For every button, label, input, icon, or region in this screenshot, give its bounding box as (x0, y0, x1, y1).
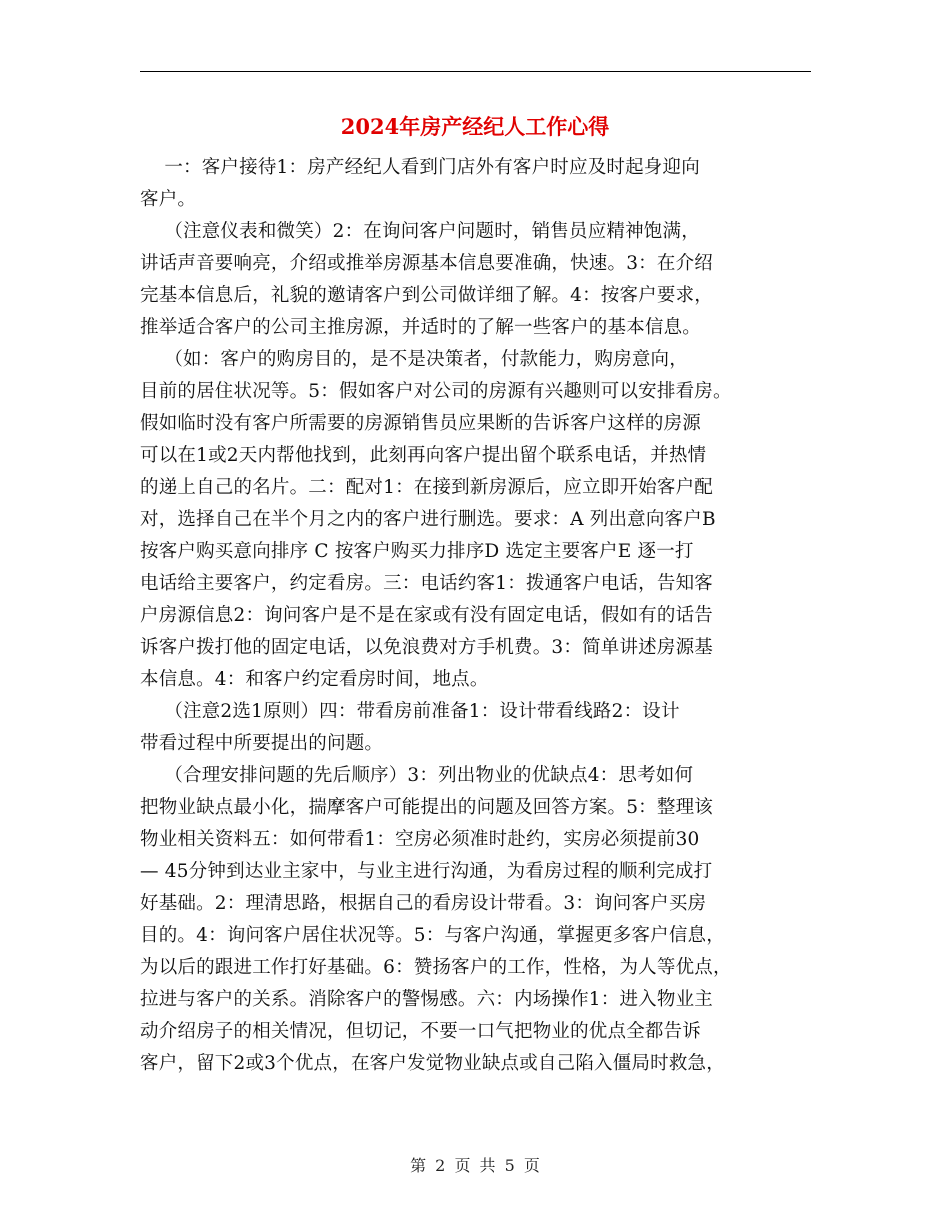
text-line: 拉进与客户的关系。消除客户的警惕感。六：内场操作1：进入物业主 (140, 989, 713, 1010)
text-line: （注意2选1原则）四：带看房前准备1：设计带看线路2：设计 (140, 701, 680, 722)
text-line: 带看过程中所要提出的问题。 (140, 733, 384, 754)
text-line: 客户。 (140, 189, 197, 210)
text-line: （如：客户的购房目的，是不是决策者，付款能力，购房意向， (140, 349, 688, 370)
text-line: 本信息。4：和客户约定看房时间，地点。 (140, 669, 489, 690)
text-line: 物业相关资料五：如何带看1：空房必须准时赴约，实房必须提前30 (140, 829, 700, 850)
text-line: 把物业缺点最小化，揣摩客户可能提出的问题及回答方案。5：整理该 (140, 797, 713, 818)
text-line: — 45分钟到达业主家中，与业主进行沟通，为看房过程的顺利完成打 (140, 861, 713, 882)
text-line: 的递上自己的名片。二：配对1：在接到新房源后，应立即开始客户配 (140, 477, 713, 498)
text-line: 目的。4：询问客户居住状况等。5：与客户沟通，掌握更多客户信息， (140, 925, 725, 946)
text-line: 假如临时没有客户所需要的房源销售员应果断的告诉客户这样的房源 (140, 413, 702, 434)
page-title: 2024年房产经纪人工作心得 (340, 114, 610, 139)
text-line: 一：客户接待1：房产经纪人看到门店外有客户时应及时起身迎向 (140, 157, 700, 178)
text-line: （合理安排问题的先后顺序）3：列出物业的优缺点4：思考如何 (140, 765, 694, 786)
text-line: 客户，留下2或3个优点，在客户发觉物业缺点或自己陷入僵局时救急， (140, 1053, 725, 1074)
text-line: 可以在1或2天内帮他找到，此刻再向客户提出留个联系电话，并热情 (140, 445, 707, 466)
text-line: 好基础。2：理清思路，根据自己的看房设计带看。3：询问客户买房 (140, 893, 707, 914)
text-line: （注意仪表和微笑）2：在询问客户问题时，销售员应精神饱满， (140, 221, 700, 242)
text-line: 按客户购买意向排序 C 按客户购买力排序D 选定主要客户E 逐一打 (140, 541, 694, 562)
text-line: 动介绍房子的相关情况，但切记，不要一口气把物业的优点全都告诉 (140, 1021, 702, 1042)
text-line: 为以后的跟进工作打好基础。6：赞扬客户的工作，性格，为人等优点， (140, 957, 732, 978)
text-line: 电话给主要客户，约定看房。三：电话约客1：拨通客户电话，告知客 (140, 573, 713, 594)
text-line: 目前的居住状况等。5：假如客户对公司的房源有兴趣则可以安排看房。 (140, 381, 732, 402)
body-text (140, 152, 830, 1080)
page-footer: 第 2 页 共 5 页 (410, 1156, 540, 1175)
text-line: 完基本信息后，礼貌的邀请客户到公司做详细了解。4：按客户要求， (140, 285, 713, 306)
text-line: 对，选择自己在半个月之内的客户进行删选。要求：A 列出意向客户B (140, 509, 716, 530)
header-rule (140, 71, 811, 72)
text-line: 户房源信息2：询问客户是不是在家或有没有固定电话，假如有的话告 (140, 605, 713, 626)
text-line: 诉客户拨打他的固定电话，以免浪费对方手机费。3：简单讲述房源基 (140, 637, 713, 658)
text-line: 讲话声音要响亮，介绍或推举房源基本信息要准确，快速。3：在介绍 (140, 253, 713, 274)
text-line: 推举适合客户的公司主推房源，并适时的了解一些客户的基本信息。 (140, 317, 702, 338)
